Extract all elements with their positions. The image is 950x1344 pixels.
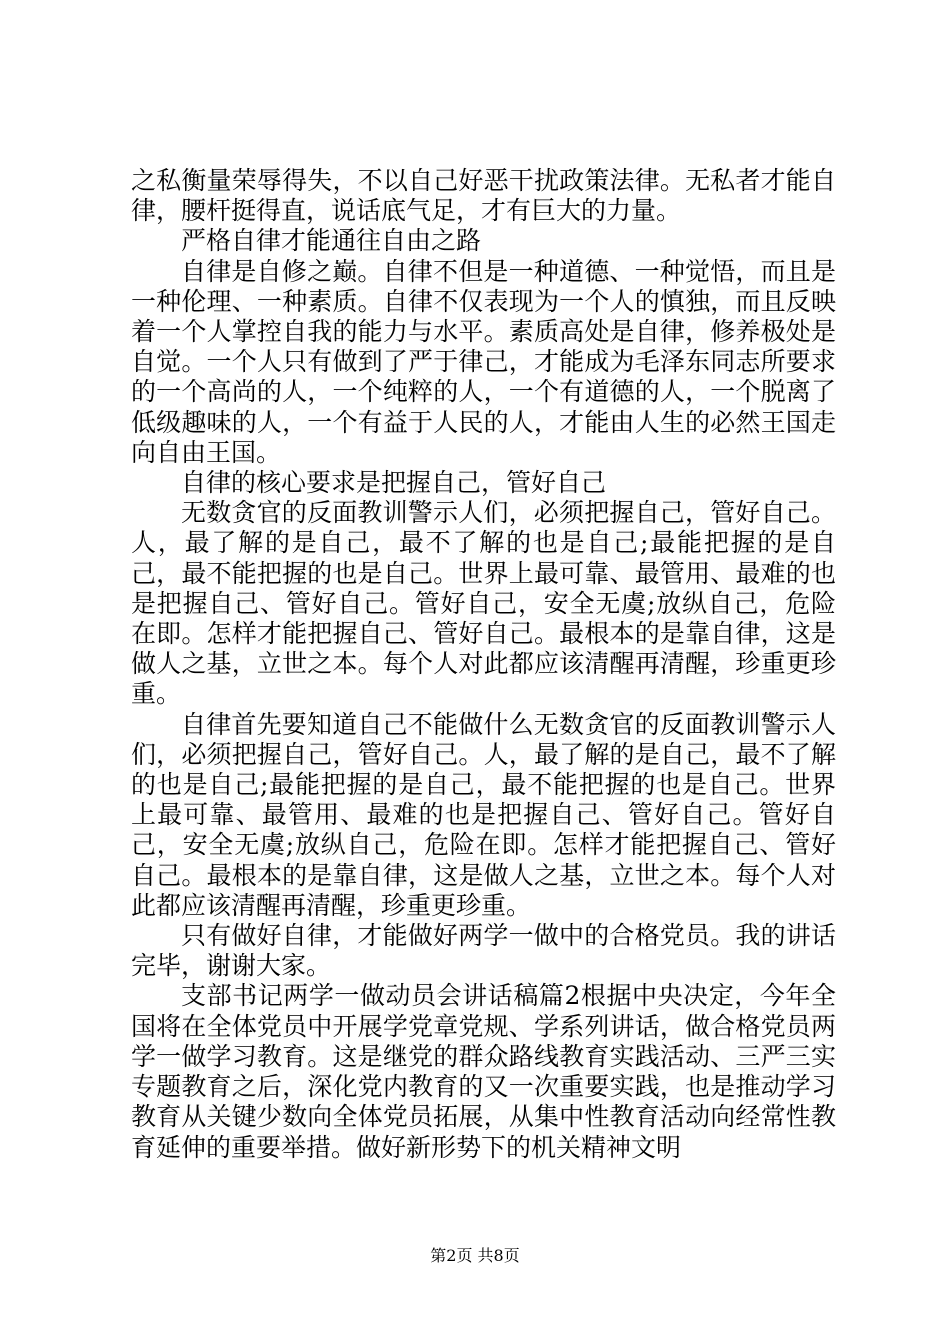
section-heading-core-requirement: 自律的核心要求是把握自己，管好自己: [181, 468, 607, 498]
paragraph-closing-remarks: 只有做好自律，才能做好两学一做中的合格党员。我的讲话完毕，谢谢大家。: [131, 921, 836, 981]
paragraph-speech-part-2: 支部书记两学一做动员会讲话稿篇2根据中央决定，今年全国将在全体党员中开展学党章党规、学系列讲话，做合格党员两学一做学习教育。这是继党的群众路线教育实践活动、三严三实专题教育之后，深化党内教育的又一次重要实践，也是推动学习教育从关键少数向全体党员拓展，从集中性教育活动向经常性教育延伸的重要举措。做好新形势下的机关精神文明: [131, 981, 836, 1162]
section-heading-self-discipline-freedom: 严格自律才能通往自由之路: [181, 226, 482, 256]
paragraph-continuation: 之私衡量荣辱得失，不以自己好恶干扰政策法律。无私者才能自律，腰杆挺得直，说话底气足，才有巨大的力量。: [131, 166, 836, 226]
paragraph-warning-lessons: 无数贪官的反面教训警示人们，必须把握自己，管好自己。人，最了解的是自己，最不了解的也是自己;最能把握的是自己，最不能把握的也是自己。世界上最可靠、最管用、最难的也是把握自己、管好自己。管好自己，安全无虞;放纵自己，危险在即。怎样才能把握自己、管好自己。最根本的是靠自律，这是做人之基，立世之本。每个人对此都应该清醒再清醒，珍重更珍重。: [131, 498, 836, 709]
document-body: [131, 166, 836, 1163]
page-number-footer: 第2页 共8页: [430, 1246, 520, 1265]
paragraph-self-discipline-peak: 自律是自修之巅。自律不但是一种道德、一种觉悟，而且是一种伦理、一种素质。自律不仅表现为一个人的慎独，而且反映着一个人掌控自我的能力与水平。素质高处是自律，修养极处是自觉。一个人只有做到了严于律己，才能成为毛泽东同志所要求的一个高尚的人，一个纯粹的人，一个有道德的人，一个脱离了低级趣味的人，一个有益于人民的人，才能由人生的必然王国走向自由王国。: [131, 256, 836, 467]
paragraph-know-limits: 自律首先要知道自己不能做什么无数贪官的反面教训警示人们，必须把握自己，管好自己。人，最了解的是自己，最不了解的也是自己;最能把握的是自己，最不能把握的也是自己。世界上最可靠、最管用、最难的也是把握自己、管好自己。管好自己，安全无虞;放纵自己，危险在即。怎样才能把握自己、管好自己。最根本的是靠自律，这是做人之基，立世之本。每个人对此都应该清醒再清醒，珍重更珍重。: [131, 709, 836, 920]
